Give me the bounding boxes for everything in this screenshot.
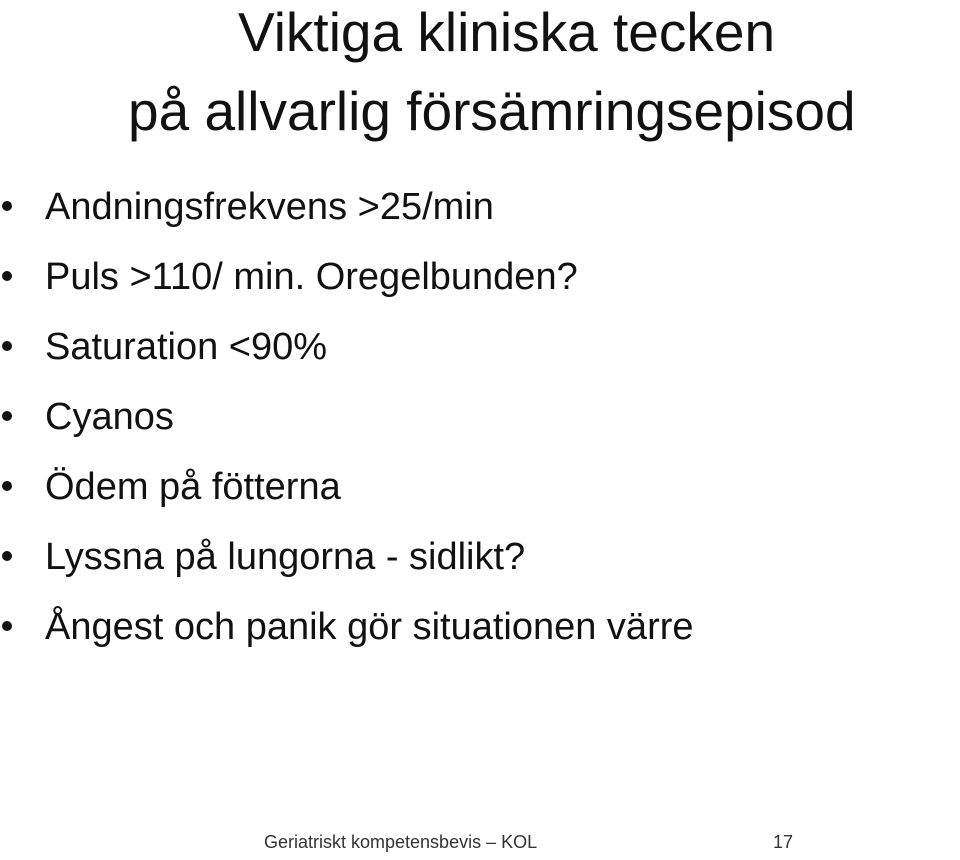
bullet-text: Cyanos xyxy=(45,396,174,438)
page-number: 17 xyxy=(773,832,794,852)
bullet-point-icon xyxy=(2,341,12,351)
bullet-item xyxy=(0,392,900,446)
bullet-point-icon xyxy=(2,411,12,421)
bullet-item xyxy=(0,252,900,306)
bullet-item xyxy=(0,462,900,516)
bullet-point-icon xyxy=(2,481,12,491)
footer-text: Geriatriskt kompetensbevis – KOL xyxy=(264,832,538,852)
bullet-point-icon xyxy=(2,201,12,211)
title-line-1: Viktiga kliniska tecken xyxy=(238,1,776,63)
bullet-item xyxy=(0,182,900,236)
bullet-item xyxy=(0,532,900,586)
title-line-2: på allvarlig försämringsepisod xyxy=(128,80,856,142)
bullet-text: Puls >110/ min. Oregelbunden? xyxy=(45,256,578,298)
bullet-text: Lyssna på lungorna - sidlikt? xyxy=(45,536,526,578)
bullet-text: Ångest och panik gör situationen värre xyxy=(45,606,694,648)
bullet-text: Andningsfrekvens >25/min xyxy=(45,186,494,228)
bullet-point-icon xyxy=(2,271,12,281)
bullet-text: Ödem på fötterna xyxy=(45,466,341,508)
bullet-item xyxy=(0,322,900,376)
slide-footer xyxy=(0,832,960,860)
bullet-text: Saturation <90% xyxy=(45,326,328,368)
bullet-point-icon xyxy=(2,621,12,631)
bullet-item xyxy=(0,602,900,656)
bullet-point-icon xyxy=(2,551,12,561)
